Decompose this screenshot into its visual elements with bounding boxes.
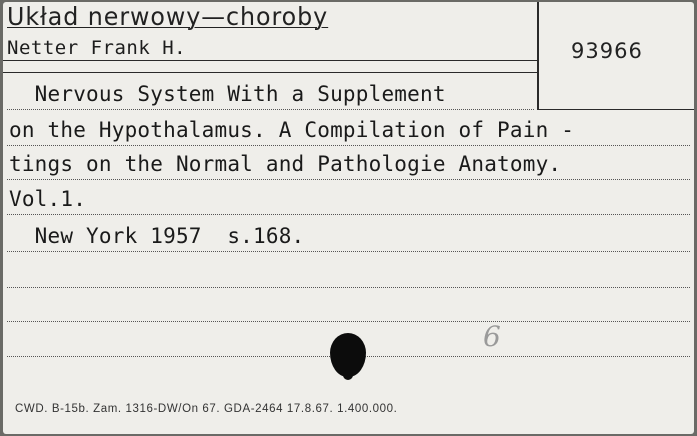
author-name: Netter Frank H. — [7, 37, 187, 59]
ruled-line — [7, 179, 690, 180]
title-line-1: Nervous System With a Supplement — [9, 82, 446, 106]
title-line-4: Vol.1. — [9, 187, 87, 211]
call-number: 93966 — [571, 39, 643, 63]
ruled-line — [7, 145, 690, 146]
call-number-box-bottom — [537, 109, 694, 110]
title-line-3: tings on the Normal and Pathologie Anatomy. — [9, 152, 562, 176]
title-line-2: on the Hypothalamus. A Compilation of Pain - — [9, 118, 575, 142]
header-rule — [3, 60, 537, 61]
title-line-5: New York 1957 s.168. — [9, 224, 305, 248]
ruled-line — [7, 287, 690, 288]
pencil-mark: 6 — [483, 320, 501, 353]
catalog-card — [3, 2, 694, 434]
subject-heading: Układ nerwowy—choroby — [7, 2, 329, 31]
header-rule-2 — [3, 72, 537, 73]
card-footer: CWD. B-15b. Zam. 1316-DW/On 67. GDA-2464 17.8.67. 1.400.000. — [15, 403, 398, 415]
punch-hole-tip — [343, 370, 353, 380]
call-number-divider — [537, 2, 539, 110]
ruled-line — [7, 214, 690, 215]
ruled-line — [7, 251, 690, 252]
ruled-line — [7, 109, 534, 110]
ruled-line — [7, 321, 690, 322]
